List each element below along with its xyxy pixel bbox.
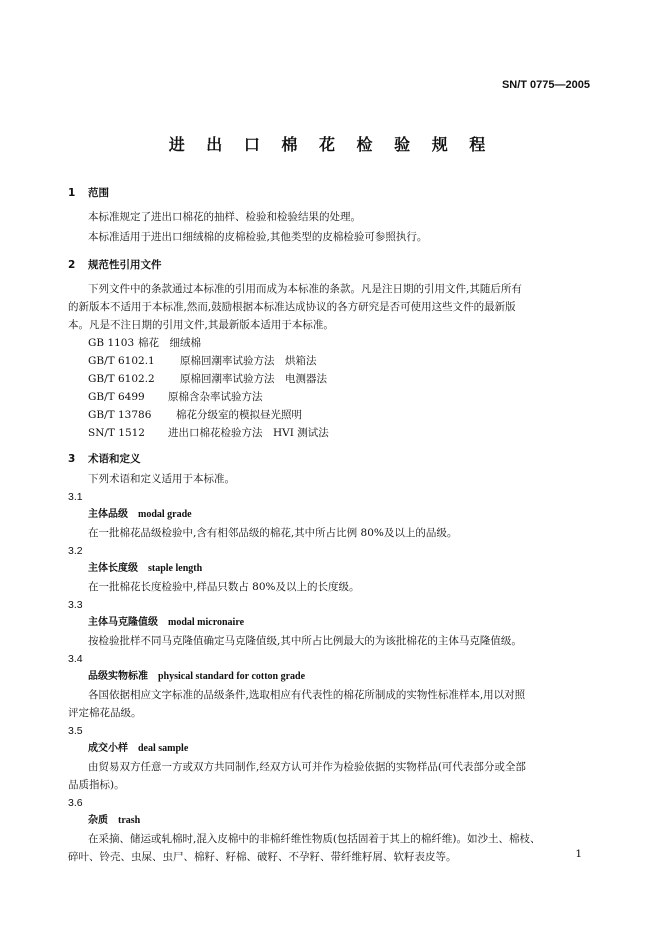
term-zh: 杂质	[88, 815, 108, 826]
reference-title: 原棉回潮率试验方法 电测器法	[180, 373, 327, 385]
section-number: 3	[68, 453, 76, 465]
term-en: physical standard for cotton grade	[158, 671, 306, 682]
term-definition: 在一批棉花长度检验中,样品只数占 80%及以上的长度级。	[88, 581, 360, 593]
paragraph-line: 下列文件中的条款通过本标准的引用而成为本标准的条款。凡是注日期的引用文件,其随后所有	[88, 283, 522, 295]
term-en: trash	[118, 815, 141, 826]
standard-number: SN/T 0775—2005	[501, 79, 590, 91]
subsection-number: 3.2	[68, 545, 83, 557]
term-definition: 在采摘、储运或轧棉时,混入皮棉中的非棉纤维性物质(包括固着于其上的棉纤维)。如沙土、棉枝、	[88, 833, 541, 845]
reference-title: 原棉回潮率试验方法 烘箱法	[180, 355, 317, 367]
term-definition: 在一批棉花品级检验中,含有相邻品级的棉花,其中所占比例 80%及以上的品级。	[88, 527, 458, 539]
reference-item	[88, 336, 201, 350]
paragraph: 本标准规定了进出口棉花的抽样、检验和检验结果的处理。	[88, 211, 361, 223]
reference-code: GB/T 6499	[88, 391, 145, 403]
subsection-number: 3.5	[68, 725, 83, 737]
section-title: 术语和定义	[88, 453, 141, 465]
term-definition: 由贸易双方任意一方或双方共同制作,经双方认可并作为检验依据的实物样品(可代表部分或全部	[88, 761, 526, 773]
term-definition: 评定棉花品级。	[68, 707, 142, 719]
term-definition: 按检验批样不同马克隆值确定马克隆值级,其中所占比例最大的为该批棉花的主体马克隆值级。	[88, 635, 522, 647]
reference-code: GB/T 6102.1	[88, 355, 155, 367]
reference-item	[88, 390, 263, 404]
section-2-heading	[68, 258, 162, 272]
reference-title: 棉花 细绒棉	[138, 337, 201, 349]
term-en: modal micronaire	[168, 617, 245, 628]
reference-title: 棉花分级室的模拟昼光照明	[176, 409, 302, 421]
reference-item	[88, 354, 317, 368]
term-heading	[88, 814, 140, 828]
term-zh: 主体马克隆值级	[88, 617, 158, 628]
reference-code: GB 1103	[88, 337, 135, 349]
paragraph-line: 本。凡是不注日期的引用文件,其最新版本适用于本标准。	[68, 319, 334, 331]
paragraph: 下列术语和定义适用于本标准。	[88, 473, 235, 485]
paragraph-line: 的新版本不适用于本标准,然而,鼓励根据本标准达成协议的各方研究是否可使用这些文件的最新版	[68, 301, 516, 313]
term-zh: 主体品级	[88, 509, 128, 520]
term-en: deal sample	[138, 743, 189, 754]
page-number: 1	[575, 848, 582, 860]
reference-title: 进出口棉花检验方法 HVI 测试法	[168, 427, 329, 439]
section-number: 1	[68, 187, 76, 199]
section-title: 规范性引用文件	[88, 259, 162, 271]
term-heading	[88, 562, 202, 576]
term-en: staple length	[148, 563, 203, 574]
subsection-number: 3.3	[68, 599, 83, 611]
term-heading	[88, 508, 192, 522]
subsection-number: 3.6	[68, 797, 83, 809]
reference-code: GB/T 13786	[88, 409, 152, 421]
term-heading	[88, 742, 188, 756]
section-title: 范围	[88, 187, 109, 199]
term-heading	[88, 670, 305, 684]
term-definition: 各国依据相应文字标准的品级条件,选取相应有代表性的棉花所制成的实物性标准样本,用以对照	[88, 689, 526, 701]
term-definition: 品质指标)。	[68, 779, 125, 791]
section-1-heading	[68, 186, 109, 200]
term-en: modal grade	[138, 509, 192, 520]
paragraph: 本标准适用于进出口细绒棉的皮棉检验,其他类型的皮棉检验可参照执行。	[88, 231, 428, 243]
subsection-number: 3.4	[68, 653, 83, 665]
reference-item	[88, 372, 327, 386]
reference-item	[88, 408, 302, 422]
section-number: 2	[68, 259, 76, 271]
term-definition: 碎叶、铃壳、虫屎、虫尸、棉籽、籽棉、破籽、不孕籽、带纤维籽屑、软籽表皮等。	[68, 851, 457, 863]
reference-code: GB/T 6102.2	[88, 373, 155, 385]
reference-code: SN/T 1512	[88, 427, 145, 439]
reference-item	[88, 426, 329, 440]
subsection-number: 3.1	[68, 491, 83, 503]
reference-title: 原棉含杂率试验方法	[168, 391, 263, 403]
term-zh: 品级实物标准	[88, 671, 148, 682]
term-zh: 主体长度级	[88, 563, 138, 574]
document-title: 进 出 口 棉 花 检 验 规 程	[168, 135, 494, 154]
section-3-heading	[68, 452, 141, 466]
term-zh: 成交小样	[88, 743, 128, 754]
term-heading	[88, 616, 244, 630]
